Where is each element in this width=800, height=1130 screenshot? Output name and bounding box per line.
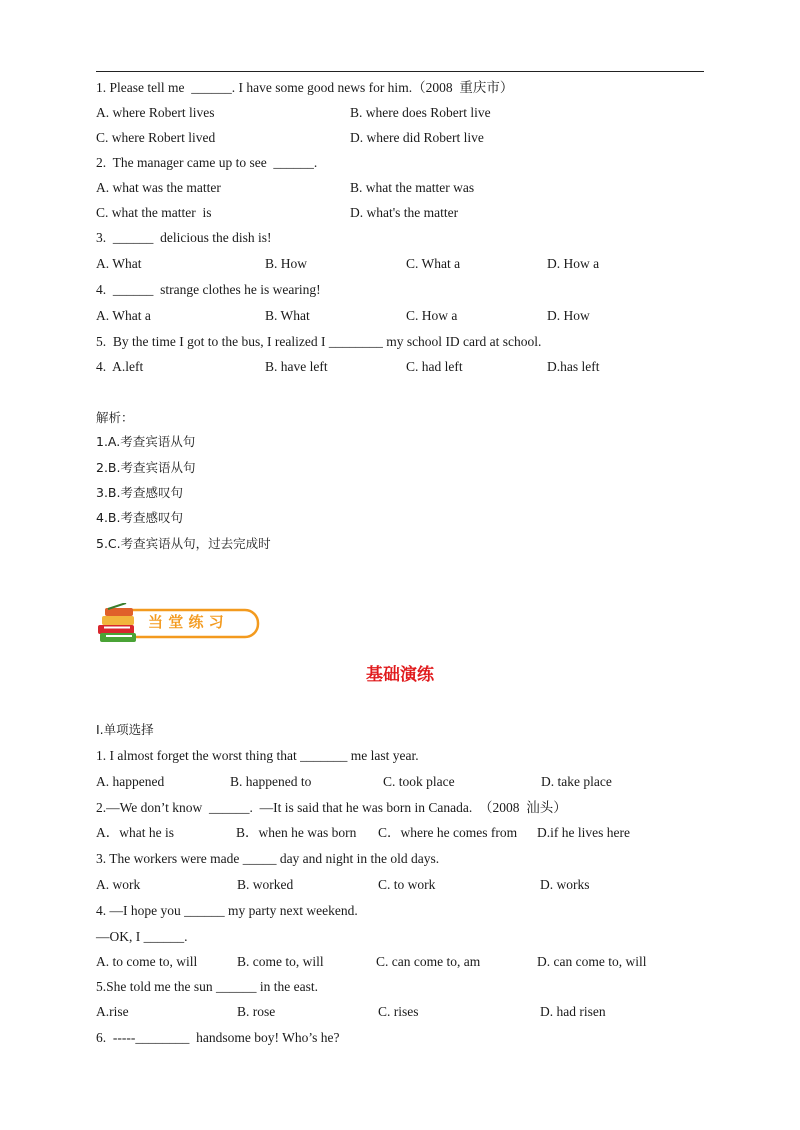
p2-q5-option-c: C. rises [378, 1004, 419, 1019]
question-3-stem: 3. ______ delicious the dish is! [96, 230, 272, 245]
q3-option-d: D. How a [547, 256, 600, 271]
question-5-stem: 5. By the time I got to the bus, I realized I ________ my school ID card at school. [96, 334, 542, 349]
q4-option-a: A. What a [96, 308, 151, 323]
p2-question-4-reply: —OK, I ______. [96, 929, 188, 944]
banner-label: 当 堂 练 习 [148, 613, 224, 631]
q5-option-b: B. have left [265, 359, 328, 374]
q2-option-d: D. what's the matter [350, 205, 459, 220]
p2-q1-option-a: A. happened [96, 774, 165, 789]
p2-question-5-stem: 5.She told me the sun ______ in the east. [96, 979, 318, 994]
q4-option-c: C. How a [406, 308, 458, 323]
p2-question-1-stem: 1. I almost forget the worst thing that _______ me last year. [96, 748, 419, 763]
p2-q2-option-d: D.if he lives here [537, 825, 630, 840]
q5-option-d: D.has left [547, 359, 600, 374]
q2-option-c: C. what the matter is [96, 205, 212, 220]
question-1-stem: 1. Please tell me ______. I have some good news for him.（2008 重庆市） [96, 80, 514, 95]
p2-q2-option-c: C．where he comes from [378, 825, 518, 840]
p2-q3-option-b: B. worked [237, 877, 294, 892]
p2-q4-option-c: C. can come to, am [376, 954, 481, 969]
p2-q3-option-c: C. to work [378, 877, 436, 892]
p2-question-3-stem: 3. The workers were made _____ day and night in the old days. [96, 851, 440, 866]
p2-q1-option-d: D. take place [541, 774, 612, 789]
q2-option-b: B. what the matter was [350, 180, 475, 195]
p2-q3-option-d: D. works [540, 877, 590, 892]
p2-question-2-stem: 2.—We don’t know ______. —It is said that he was born in Canada. （2008 汕头） [96, 800, 567, 815]
practice-banner [96, 603, 262, 645]
p2-q5-option-d: D. had risen [540, 1004, 606, 1019]
q1-option-c: C. where Robert lived [96, 130, 216, 145]
q5-option-c: C. had left [406, 359, 463, 374]
p2-q4-option-d: D. can come to, will [537, 954, 647, 969]
q1-option-d: D. where did Robert live [350, 130, 484, 145]
analysis-item: 4.B.考查感叹句 [96, 510, 183, 525]
q3-option-b: B. How [265, 256, 308, 271]
analysis-item: 5.C.考查宾语从句，过去完成时 [96, 536, 271, 551]
p2-q2-option-b: B．when he was born [236, 825, 357, 840]
analysis-heading: 解析： [96, 410, 134, 425]
p2-question-4-stem: 4. —I hope you ______ my party next weekend. [96, 903, 358, 918]
question-2-stem: 2. The manager came up to see ______. [96, 155, 318, 170]
q1-option-a: A. where Robert lives [96, 105, 215, 120]
q1-option-b: B. where does Robert live [350, 105, 491, 120]
q4-option-b: B. What [265, 308, 310, 323]
header-rule [96, 71, 704, 72]
p2-question-6-stem: 6. -----________ handsome boy! Who’s he? [96, 1030, 340, 1045]
q3-option-c: C. What a [406, 256, 461, 271]
part2-heading: I.单项选择 [96, 722, 154, 737]
analysis-item: 2.B.考查宾语从句 [96, 460, 196, 475]
question-4-stem: 4. ______ strange clothes he is wearing! [96, 282, 321, 297]
analysis-item: 3.B.考查感叹句 [96, 485, 183, 500]
p2-q4-option-b: B. come to, will [237, 954, 324, 969]
p2-q1-option-b: B. happened to [230, 774, 312, 789]
p2-q5-option-b: B. rose [237, 1004, 276, 1019]
q2-option-a: A. what was the matter [96, 180, 221, 195]
q5-option-a: 4. A.left [96, 359, 144, 374]
p2-q5-option-a: A.rise [96, 1004, 129, 1019]
q3-option-a: A. What [96, 256, 142, 271]
p2-q2-option-a: A．what he is [96, 825, 174, 840]
analysis-item: 1.A.考查宾语从句 [96, 434, 196, 449]
p2-q4-option-a: A. to come to, will [96, 954, 198, 969]
p2-q1-option-c: C. took place [383, 774, 455, 789]
q4-option-d: D. How [547, 308, 590, 323]
p2-q3-option-a: A. work [96, 877, 141, 892]
section-title: 基础演练 [366, 665, 434, 685]
